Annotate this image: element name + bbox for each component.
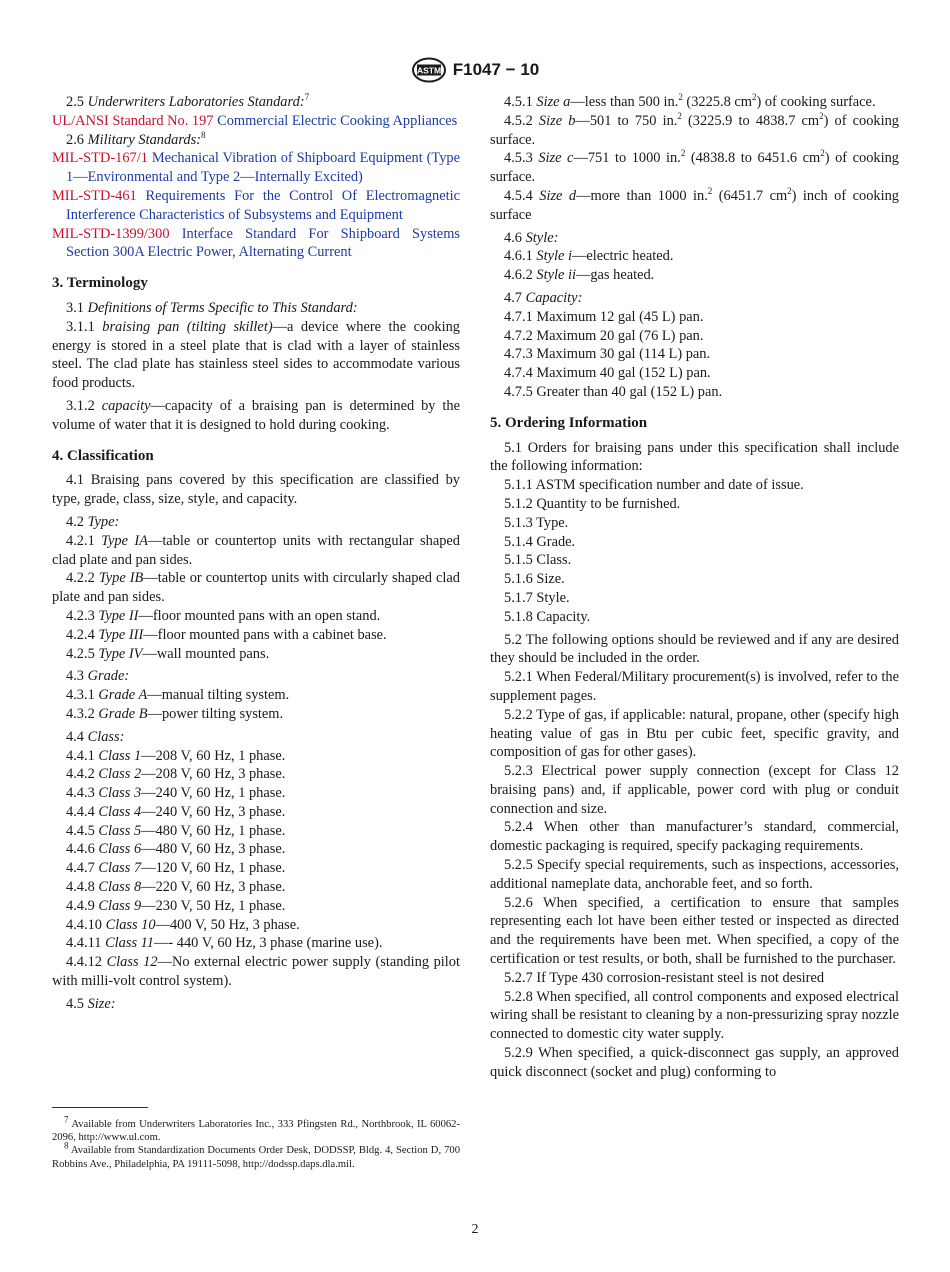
class-item: 4.4.3 Class 3—240 V, 60 Hz, 1 phase. [66, 785, 286, 802]
type-item: 4.2.1 Type IA—table or countertop units with rectangular shaped clad plate and pan sides. [52, 532, 460, 568]
reference-mil1399 [52, 225, 460, 263]
size-item: 4.5.1 Size a—less than 500 in.$^2$ (3225.8 $cm^2$) of cooking surface. [504, 92, 876, 110]
reference-title[interactable]: Mechanical Vibration of Shipboard Equipment (Type 1—Environmental and Type 2—Internally Excited) [66, 150, 460, 186]
option-item: 5.2.5 Specify special requirements, such as inspections, accessories, additional nameplate data, anchorable feet, and so forth. [490, 857, 899, 892]
right-column [490, 93, 899, 1082]
class-item: 4.4.1 Class 1—208 V, 60 Hz, 1 phase. [66, 747, 286, 764]
option-item: 5.2.3 Electrical power supply connection (except for Class 12 braising pans) and, if applicable, power cord with plug or conduit connection and size. [490, 763, 899, 817]
size-item: 4.5.3 Size c—751 to 1000 in.$^2$ (4838.8 to 6451.6 $cm^2$) of cooking surface. [490, 148, 899, 186]
class-item: 4.4.8 Class 8—220 V, 60 Hz, 3 phase. [66, 879, 286, 896]
grade-item: 4.3.1 Grade A—manual tilting system. [66, 687, 290, 704]
size-item: 4.5.4 Size d—more than 1000 in.$^2$ (6451.7 $cm^2$) inch of cooking surface [490, 186, 899, 223]
capacity-item: 4.7.5 Greater than 40 gal (152 L) pan. [504, 383, 723, 400]
class-item: 4.4.6 Class 6—480 V, 60 Hz, 3 phase. [66, 841, 286, 858]
order-item: 5.1.6 Size. [504, 571, 565, 588]
order-item: 5.1.3 Type. [504, 514, 569, 531]
option-item: 5.2.7 If Type 430 corrosion-resistant steel is not desired [504, 969, 825, 986]
reference-code[interactable]: MIL-STD-461 [52, 187, 137, 204]
capacity-item: 4.7.1 Maximum 12 gal (45 L) pan. [504, 308, 704, 325]
reference-code[interactable]: UL/ANSI Standard No. 197 [52, 112, 214, 129]
footnote: $^8$ Available from Standardization Documents Order Desk, DODSSP, Bldg. 4, Section D, 700 Robbins Ave., Philadelphia, PA 19111-5098, http://dodssp.daps.dla.mil. [52, 1140, 460, 1170]
heading-terminology: 3. Terminology [52, 275, 148, 292]
style-item: 4.6.1 Style i—electric heated. [504, 248, 674, 265]
size-item: 4.5.2 Size b—501 to 750 in.$^2$ (3225.9 to 4838.7 $cm^2$) of cooking surface. [490, 111, 900, 148]
page-number: 2 [471, 1222, 479, 1237]
reference-title[interactable]: Interface Standard For Shipboard Systems Section 300A Electric Power, Alternating Current [66, 225, 460, 261]
section-4-3: 4.3 Grade: [66, 668, 130, 685]
section-4-6: 4.6 Style: [504, 229, 559, 246]
order-item: 5.1.4 Grade. [504, 533, 576, 550]
capacity-item: 4.7.2 Maximum 20 gal (76 L) pan. [504, 327, 704, 344]
capacity-item: 4.7.4 Maximum 40 gal (152 L) pan. [504, 365, 711, 382]
section-4-7: 4.7 Capacity: [504, 289, 583, 306]
footnotes [52, 1114, 460, 1171]
reference-mil461 [52, 187, 460, 225]
reference-title[interactable]: Requirements For the Control Of Electromagnetic Interference Characteristics of Subsystems and Equipment [66, 187, 460, 223]
type-item: 4.2.2 Type IB—table or countertop units with circularly shaped clad plate and pan sides. [52, 570, 460, 606]
reference-title[interactable]: Commercial Electric Cooking Appliances [217, 112, 458, 129]
class-item: 4.4.12 Class 12—No external electric power supply (standing pilot with milli-volt control system). [52, 954, 460, 990]
type-item: 4.2.3 Type II—floor mounted pans with an open stand. [66, 607, 381, 624]
section-4-4: 4.4 Class: [66, 728, 125, 745]
section-3-1: 3.1 Definitions of Terms Specific to This Standard: [66, 299, 358, 316]
footnote: $^7$ Available from Underwriters Laboratories Inc., 333 Pfingsten Rd., Northbrook, IL 60062-2096, http://www.ul.com. [52, 1114, 460, 1144]
type-item: 4.2.5 Type IV—wall mounted pans. [66, 645, 270, 662]
option-item: 5.2.4 When other than manufacturer’s standard, commercial, domestic packaging is required, specify packaging requirements. [490, 819, 899, 855]
order-item: 5.1.8 Capacity. [504, 608, 591, 625]
style-item: 4.6.2 Style ii—gas heated. [504, 267, 655, 284]
logo-text: ASTM [416, 65, 441, 76]
reference-mil167 [52, 149, 460, 187]
class-item: 4.4.4 Class 4—240 V, 60 Hz, 3 phase. [66, 803, 286, 820]
class-item: 4.4.10 Class 10—400 V, 50 Hz, 3 phase. [66, 916, 300, 933]
section-4-1: 4.1 Braising pans covered by this specification are classified by type, grade, class, size, style, and capacity. [52, 472, 460, 508]
order-item: 5.1.7 Style. [504, 589, 570, 606]
order-item: 5.1.1 ASTM specification number and date of issue. [504, 477, 804, 494]
section-4-2: 4.2 Type: [66, 513, 120, 530]
section-5-1: 5.1 Orders for braising pans under this specification shall include the following information: [490, 439, 899, 475]
heading-classification: 4. Classification [52, 447, 154, 464]
section-2-5: 2.5 Underwriters Laboratories Standard:$^7$ [66, 92, 310, 110]
reference-code[interactable]: MIL-STD-1399/300 [52, 225, 170, 242]
left-column [52, 93, 460, 1014]
class-item: 4.4.11 Class 11—- 440 V, 60 Hz, 3 phase (marine use). [66, 935, 383, 952]
class-item: 4.4.2 Class 2—208 V, 60 Hz, 3 phase. [66, 766, 286, 783]
section-5-2: 5.2 The following options should be reviewed and if any are desired they should be included in the order. [490, 631, 899, 667]
heading-ordering-information: 5. Ordering Information [490, 414, 648, 431]
section-2-6: 2.6 Military Standards:$^8$ [66, 129, 206, 148]
option-item: 5.2.8 When specified, all control components and exposed electrical wiring shall be resistant to cleaning by a non-pressurizing spray nozzle connected to domestic city water supply. [490, 988, 899, 1043]
footnote-divider [52, 1107, 148, 1108]
option-item: 5.2.9 When specified, a quick-disconnect gas supply, an approved quick disconnect (socket and plug) conforming to [490, 1045, 899, 1080]
option-item: 5.2.6 When specified, a certification to ensure that samples representing each lot have been either tested or inspected as directed and the requirements have been met. When specified, a copy of the certification or test results, or both, shall be furnished to the purchaser. [490, 894, 899, 968]
page-header [0, 57, 950, 88]
class-item: 4.4.9 Class 9—230 V, 50 Hz, 1 phase. [66, 897, 286, 914]
class-item: 4.4.5 Class 5—480 V, 60 Hz, 1 phase. [66, 822, 286, 839]
order-item: 5.1.2 Quantity to be furnished. [504, 495, 681, 512]
section-4-5: 4.5 Size: [66, 995, 116, 1012]
section-3-1-2: 3.1.2 capacity—capacity of a braising pan is determined by the volume of water that it is designed to hold during cooking. [52, 397, 460, 433]
type-item: 4.2.4 Type III—floor mounted pans with a cabinet base. [66, 626, 387, 643]
reference-code[interactable]: MIL-STD-167/1 [52, 150, 148, 167]
capacity-item: 4.7.3 Maximum 30 gal (114 L) pan. [504, 346, 711, 363]
grade-item: 4.3.2 Grade B—power tilting system. [66, 705, 284, 722]
document-id: F1047 − 10 [452, 60, 540, 79]
astm-logo-icon [411, 57, 447, 83]
section-3-1-1: 3.1.1 braising pan (tilting skillet)—a device where the cooking energy is stored in a steel plate that is clad with a layer of stainless steel. The clad plate has stainless steel sides to accommodate various food products. [52, 318, 460, 392]
option-item: 5.2.2 Type of gas, if applicable: natural, propane, other (specify high heating value of gas in Btu per cubic feet, specific gravity, and composition of gas for other gases). [490, 706, 899, 761]
order-item: 5.1.5 Class. [504, 552, 572, 569]
reference-ul197 [52, 112, 460, 131]
class-item: 4.4.7 Class 7—120 V, 60 Hz, 1 phase. [66, 860, 286, 877]
option-item: 5.2.1 When Federal/Military procurement(s) is involved, refer to the supplement pages. [490, 669, 899, 704]
